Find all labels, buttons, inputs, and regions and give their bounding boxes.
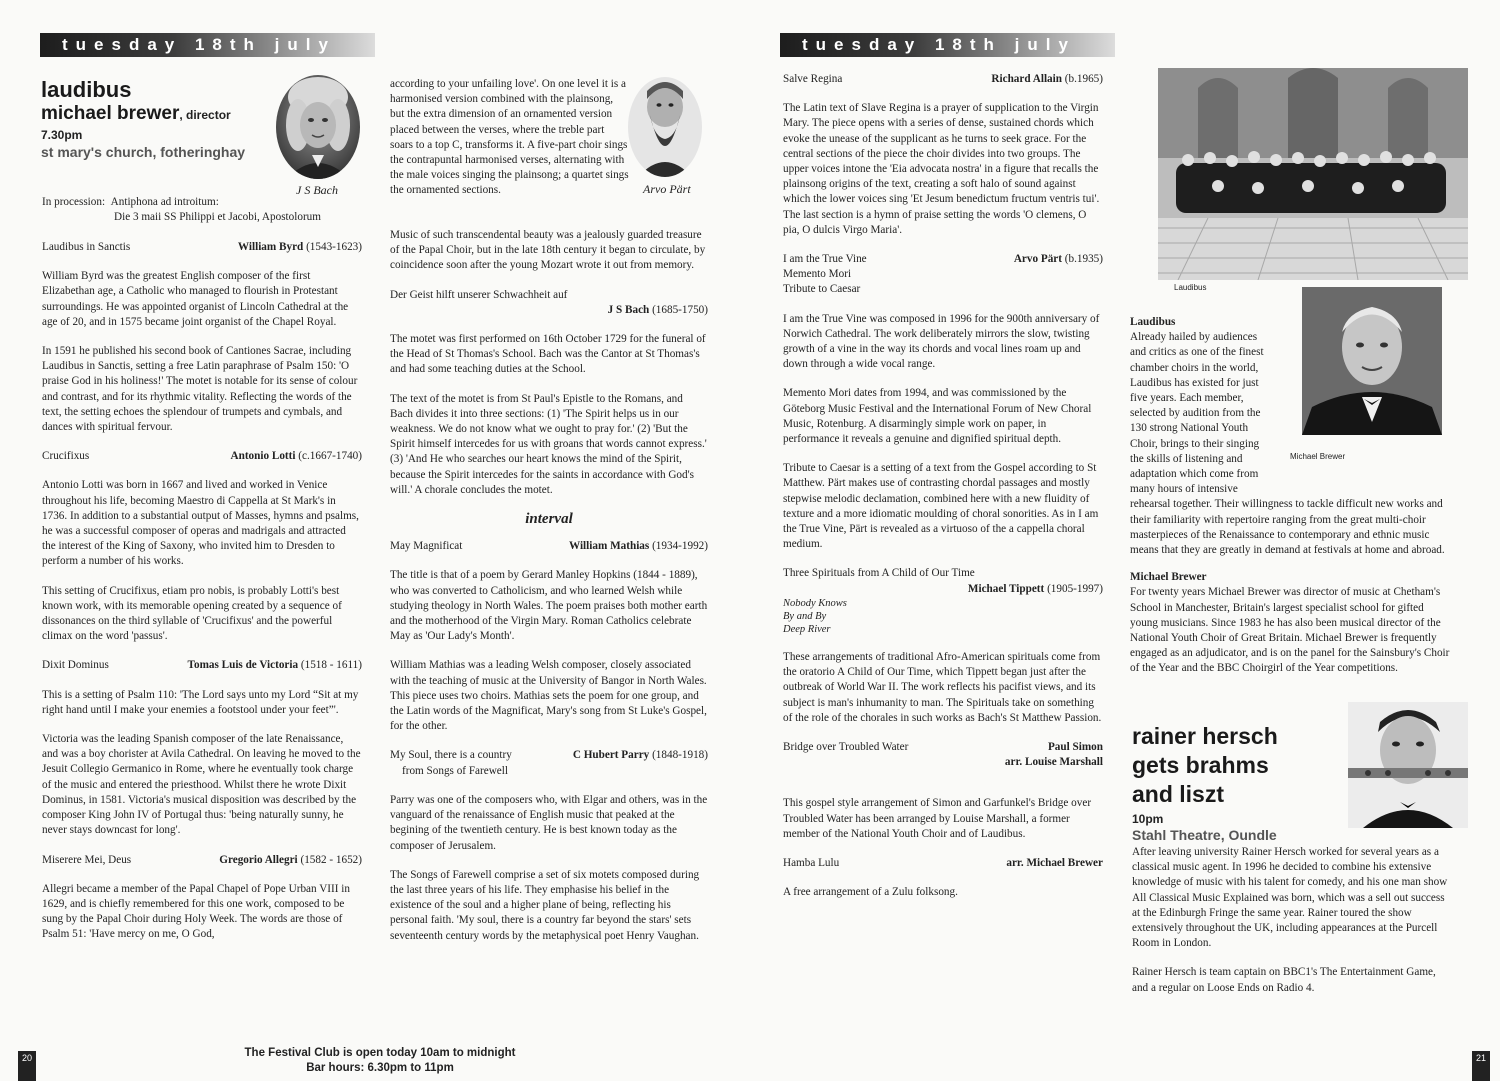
song-title: By and By	[783, 610, 827, 622]
work-entry	[390, 288, 708, 318]
paragraph: Victoria was the leading Spanish composer of the late Renaissance, and was a boy chorister at Avila Cathedral. On leaving he moved to the Jesuit Collegio Germanico in Rome, where he eventually took charge of the music and entered the priesthood. Whilst there he wrote Dixit Dominus, in 1581. Victoria's musical disposition was described by the composer King John IV of Portugal thus: 'being naturally sunny, he never stays downcast for long'.	[42, 733, 361, 837]
paragraph: Allegri became a member of the Papal Chapel of Pope Urban VIII in 1629, and is chiefly remembered for this one work, composed to be sung by the Papal Choir during Holy Week. The words are those of Psalm 51: 'Have mercy on me, O God,	[42, 882, 350, 941]
paragraph: William Byrd was the greatest English composer of the first Elizabethan age, a Catholic who managed to flourish in Protestant surroundings. He was appointed organist of Lincoln Cathedral at the age of 20, and in 1575 became joint organist of the Chapel Royal.	[42, 270, 349, 328]
work-composer-line	[219, 853, 362, 868]
page-number-left: 20	[18, 1051, 36, 1081]
event-venue: st mary's church, fotheringhay	[41, 144, 246, 160]
work-subtitle: from Songs of Farewell	[402, 764, 508, 777]
work-title: Three Spirituals from A Child of Our Time	[783, 567, 975, 580]
work-composer-line	[1014, 252, 1103, 267]
work-entry	[783, 72, 1103, 87]
work-title: Laudibus in Sanctis	[42, 241, 131, 253]
paragraph: The title is that of a poem by Gerard Manley Hopkins (1844 - 1889), who was converted to Catholicism, and who learned Welsh while studying theology in North Wales. The poem praises both mother earth and the motherhood of the Virgin Mary. Roman Catholics celebrate May as 'Our Lady's Month'.	[390, 569, 708, 643]
paragraph: The text of the motet is from St Paul's Epistle to the Romans, and Bach divides it into three sections: (1) 'The Spirit helps us in our weakness. We do not know what we ought to pray for.' (2) 'But the Spirit himself intercedes for us with groans that words cannot express.' (3) 'And He who searches our heart knows the mind of the Spirit, because the Spirit intercedes for the saints in accordance with God's will.' A chorale concludes the motet.	[390, 392, 707, 496]
work-dates: (b.1965)	[1061, 73, 1103, 85]
hersch-title-line3: and liszt	[1132, 781, 1225, 807]
paragraph: Tribute to Caesar is a setting of a text from the Gospel according to St Matthew. Pärt makes use of contrasting chordal passages and mostly stepwise melodic declamation, combined here with a new fluidity of texture and a more idiomatic moulding of choral sonorities. As in I am the True Vine, Pärt is revealed as a virtuoso of the a cappella choral medium.	[783, 462, 1099, 551]
work-title: Miserere Mei, Deus	[42, 853, 132, 866]
work-entry	[390, 748, 708, 778]
hersch-title-line1: rainer hersch	[1132, 723, 1278, 749]
work-composer-line	[569, 539, 708, 554]
brewer-photo-caption: Michael Brewer	[1290, 452, 1346, 461]
paragraph: Memento Mori dates from 1994, and was commissioned by the Göteborg Music Festival and the International Forum of New Choral Music, Rotenburg. A disarmingly simple work on paper, in performance it reveals a genuine and dignified spiritual depth.	[783, 387, 1092, 446]
work-entry	[783, 740, 1103, 770]
part-portrait	[628, 77, 702, 177]
work-row	[783, 856, 1103, 871]
club-line2: Bar hours: 6.30pm to 11pm	[306, 1062, 454, 1074]
paragraph: I am the True Vine was composed in 1996 for the 900th anniversary of Norwich Cathedral. The work deliberately mirrors the slow, twisting growth of a vine in the way its chords and vocal lines roam up and down through a wide vocal range.	[783, 312, 1100, 371]
work-entry	[783, 856, 1103, 871]
laudibus-bio-text-wrap	[1130, 330, 1450, 558]
paragraph: The motet was first performed on 16th October 1729 for the funeral of the Head of St Thomas's School. Bach was the Cantor at St Thomas's and had some teaching duties at the School.	[390, 333, 706, 376]
laudibus-bio-text: Already hailed by audiences and critics as one of the finest chamber choirs in the world, Laudibus has existed for just five years. Each member, selected by audition from the 130 strong National Youth Choir, brings to their singing the skills of listening and adaptation which come from many hours of intensive rehearsal together. Their willingness to tackle difficult new works and their familiarity with repertoire ranging from the great multi-choir masterpieces of the Renaissance to contemporary and ethnic music means that they are greatly in demand at festivals at home and abroad.	[1130, 331, 1445, 557]
bio-section	[1130, 315, 1450, 677]
work-composer-line	[231, 449, 362, 464]
work-composer-line	[991, 72, 1103, 87]
work-dates: (1905-1997)	[1044, 582, 1103, 595]
paragraph: This is a setting of Psalm 110: 'The Lord says unto my Lord “Sit at my right hand until I make your enemies a footstool under your feet”'.	[42, 688, 359, 716]
hersch-photo	[1348, 702, 1468, 828]
paragraph: Antonio Lotti was born in 1667 and lived and worked in Venice throughout his life, becoming Maestro di Cappella at St Mark's in 1736. In addition to a substantial output of Masses, hymns and psalms, he was a successful composer of operas and madrigals and attracted the interest of the King of Saxony, who invited him to Dresden to perform a number of his works.	[42, 479, 359, 568]
paragraph: Music of such transcendental beauty was a jealously guarded treasure of the Papal Choir, but in the late 18th century it began to circulate, by coincidence soon after the young Mozart wrote it out from memory.	[390, 229, 706, 272]
work-composer: Tomas Luis de Victoria	[187, 659, 299, 672]
work-composer: Paul Simon	[1047, 740, 1103, 753]
work-title: Hamba Lulu	[783, 856, 840, 869]
work-title: Der Geist hilft unserer Schwachheit auf	[390, 288, 568, 301]
work-composer-block	[1005, 740, 1103, 770]
work-dates: (1685-1750)	[649, 303, 708, 316]
brewer-bio-heading: Michael Brewer	[1130, 571, 1207, 584]
paragraph: The Latin text of Slave Regina is a prayer of supplication to the Virgin Mary. The piece opens with a series of dense, sustained chords which evoke the unease of the supplicant as he turns to seek grace. For the central sections of the piece the choir divides into two groups. The upper voices intone the 'Eia advocata nostra' in a figure that recalls the plainsong origins of the text, creating a soft halo of sound against which the lower voices sing 'Et Jesum benedictum fructum ventris tui'. The last section is a hymn of praise setting the words 'O clemens, O pia, O dulcis Virgo Maria'.	[783, 102, 1100, 236]
work-composer-line	[573, 748, 708, 763]
work-dates: (1543-1623)	[303, 241, 362, 253]
left-column-2	[390, 228, 708, 958]
bach-portrait	[276, 75, 360, 179]
work-entry	[783, 252, 1103, 298]
work-composer-line	[188, 658, 362, 673]
hersch-time: 10pm	[1132, 812, 1164, 826]
event-director: michael brewer	[41, 103, 180, 124]
work-dates: (1582 - 1652)	[297, 853, 362, 866]
festival-club-notice	[150, 1046, 610, 1076]
work-row	[390, 539, 708, 554]
interval-heading: interval	[525, 511, 573, 528]
work-row	[42, 658, 362, 673]
work-composer: Richard Allain	[991, 73, 1062, 85]
work-composer-line	[783, 582, 1103, 597]
work-dates: (c.1667-1740)	[295, 450, 362, 463]
event-header	[41, 78, 276, 161]
hersch-venue: Stahl Theatre, Oundle	[1132, 827, 1277, 843]
work-dates: (1934-1992)	[649, 540, 708, 553]
work-composer: J S Bach	[607, 303, 650, 316]
paragraph: William Mathias was a leading Welsh composer, closely associated with the teaching of music at the University of Bangor in North Wales. This piece uses two choirs. Mathias sets the poem for one group, and the Latin words of the Magnificat, Mary's song from St Luke's Gospel, for the other.	[390, 659, 707, 733]
work-row	[42, 853, 362, 868]
work-composer: Antonio Lotti	[230, 450, 296, 463]
date-banner: tuesday 18th july	[40, 33, 375, 57]
event-title: laudibus	[41, 77, 132, 102]
work-composer-line	[1006, 856, 1103, 871]
work-title: May Magnificat	[390, 540, 463, 553]
date-banner-right: tuesday 18th july	[780, 33, 1115, 57]
work-entry	[42, 658, 362, 673]
hersch-title-line2: gets brahms	[1132, 752, 1269, 778]
song-title: Deep River	[783, 623, 831, 635]
work-composer-line	[238, 240, 362, 255]
work-title: Salve Regina	[783, 73, 843, 85]
work-composer: Arvo Pärt	[1013, 253, 1062, 266]
work-composer: William Mathias	[568, 540, 650, 553]
paragraph: These arrangements of traditional Afro-American spirituals come from the oratorio A Child of Our Time, which Tippett began just after the outbreak of World War II. The work reflects his pacifist views, and its subject is man's inhumanity to man. The Spirituals take on something of the role of the chorales in such works as Bach's St Matthew Passion.	[783, 650, 1102, 724]
work-row	[42, 449, 362, 464]
work-composer: C Hubert Parry	[572, 749, 650, 762]
paragraph: Parry was one of the composers who, with Elgar and others, was in the vanguard of the renaissance of English music that peaked at the begining of the twentieth century. He is best known today as the composer of Jerusalem.	[390, 793, 708, 852]
work-composer: Gregorio Allegri	[219, 853, 298, 866]
work-entry	[42, 240, 362, 255]
work-title: Dixit Dominus	[42, 659, 109, 672]
work-composer: arr. Michael Brewer	[1006, 856, 1103, 869]
club-line1: The Festival Club is open today 10am to midnight	[244, 1047, 516, 1059]
brewer-bio-text: For twenty years Michael Brewer was director of music at Chetham's School in Manchester, Britain's largest specialist school for gifted young musicians. Since 1983 he has also been musical director of the National Youth Choir of Great Britain. Michael Brewer is frequently engaged as an adjudicator, and is on the panel for the Sainsbury's Choir of the Year and the BBC Choirgirl of the Year competitions.	[1130, 586, 1450, 675]
work-dates: (1518 - 1611)	[298, 659, 362, 672]
work-row	[783, 72, 1103, 87]
laudibus-bio-heading: Laudibus	[1130, 316, 1176, 328]
paragraph: This setting of Crucifixus, etiam pro nobis, is probably Lotti's best known work, with its memorable opening created by a sequence of dissonances on the third syllable of 'Crucifixus' and the powerful climax on the word 'passus'.	[42, 584, 342, 643]
float-spacer	[1272, 330, 1450, 487]
laudibus-photo-caption: Laudibus	[1174, 283, 1207, 292]
left-column-2-top: according to your unfailing love'. On one level it is a harmonised version combined with the plainsong, but the extra dimension of an ornamented version placed between the verses, where the treble part soars to a top C, transforms it. A five-part choir sings the contrapuntal harmonised verses, alternating with the male voices singing the plainsong; a quartet sings the ornamented sections.	[390, 78, 629, 197]
work-title: My Soul, there is a country	[390, 749, 512, 762]
song-title: Nobody Knows	[783, 597, 847, 609]
hersch-header	[1132, 722, 1352, 844]
work-row	[783, 252, 1103, 267]
procession-label: In procession:	[42, 196, 106, 208]
part-caption: Arvo Pärt	[643, 182, 691, 196]
page-number-right: 21	[1472, 1051, 1490, 1081]
work-row	[42, 240, 362, 255]
work-title: I am the True Vine	[783, 253, 867, 266]
right-column-1	[783, 72, 1103, 914]
left-column-1	[42, 240, 362, 957]
work-entry	[390, 539, 708, 554]
paragraph: A free arrangement of a Zulu folksong.	[783, 886, 958, 899]
work-title: Bridge over Troubled Water	[783, 740, 909, 753]
work-entry	[783, 566, 1103, 635]
work-row	[390, 748, 708, 763]
paragraph: The Songs of Farewell comprise a set of six motets composed during the last three years of his life. They emphasise his belief in the existence of the soul and a higher plane of being, reflecting his personal faith. 'My soul, there is a country far beyond the stars' sets seventeenth century words by the metaphysical poet Henry Vaughan.	[390, 868, 700, 942]
work-title-extra: Memento Mori	[783, 268, 852, 281]
work-title-extra: Tribute to Caesar	[783, 283, 861, 296]
paragraph: This gospel style arrangement of Simon and Garfunkel's Bridge over Troubled Water has been arranged by Louise Marshall, a former member of the National Youth Choir and of Laudibus.	[783, 797, 1092, 840]
hersch-paragraph-2: Rainer Hersch is team captain on BBC1's The Entertainment Game, and a regular on Loose Ends on Radio 4.	[1132, 966, 1436, 994]
hersch-text	[1132, 845, 1452, 1010]
work-entry	[42, 853, 362, 868]
event-time: 7.30pm	[41, 128, 83, 142]
procession	[42, 195, 362, 225]
procession-line1: Antiphona ad introitum:	[110, 196, 219, 208]
work-title: Crucifixus	[42, 450, 90, 463]
procession-line2: Die 3 maii SS Philippi et Jacobi, Apostolorum	[114, 211, 321, 224]
work-composer: William Byrd	[237, 241, 304, 253]
event-director-role: , director	[179, 108, 231, 122]
work-composer-line	[390, 303, 708, 318]
work-dates: (b.1935)	[1061, 253, 1103, 266]
work-arranger: arr. Louise Marshall	[1004, 756, 1103, 769]
right-page	[750, 0, 1500, 1081]
work-composer: Michael Tippett	[967, 582, 1045, 595]
hersch-paragraph-1: After leaving university Rainer Hersch worked for several years as a classical music agent. In 1996 he decided to combine his extensive knowledge of music with his talent for comedy, and his one man show All Classical Music Explained was born, which was a sell out success at the Edinburgh Fringe the same year. Rainer toured the show extensively throughout the UK, including appearances at the Purcell Room in London.	[1132, 846, 1448, 950]
bach-caption: J S Bach	[296, 183, 338, 197]
work-entry	[42, 449, 362, 464]
paragraph: In 1591 he published his second book of Cantiones Sacrae, including Laudibus in Sanctis, setting a free Latin paraphrase of Psalm 150: 'O praise God in his holiness!' The motet is notable for its sense of colour and contrast, and for its rhythmic vitality. Reflecting the words of the text, the setting echoes the splendour of trumpets and cymbals, and dances with spiritual fervour.	[42, 345, 358, 434]
laudibus-photo	[1158, 68, 1468, 280]
work-dates: (1848-1918)	[649, 749, 708, 762]
